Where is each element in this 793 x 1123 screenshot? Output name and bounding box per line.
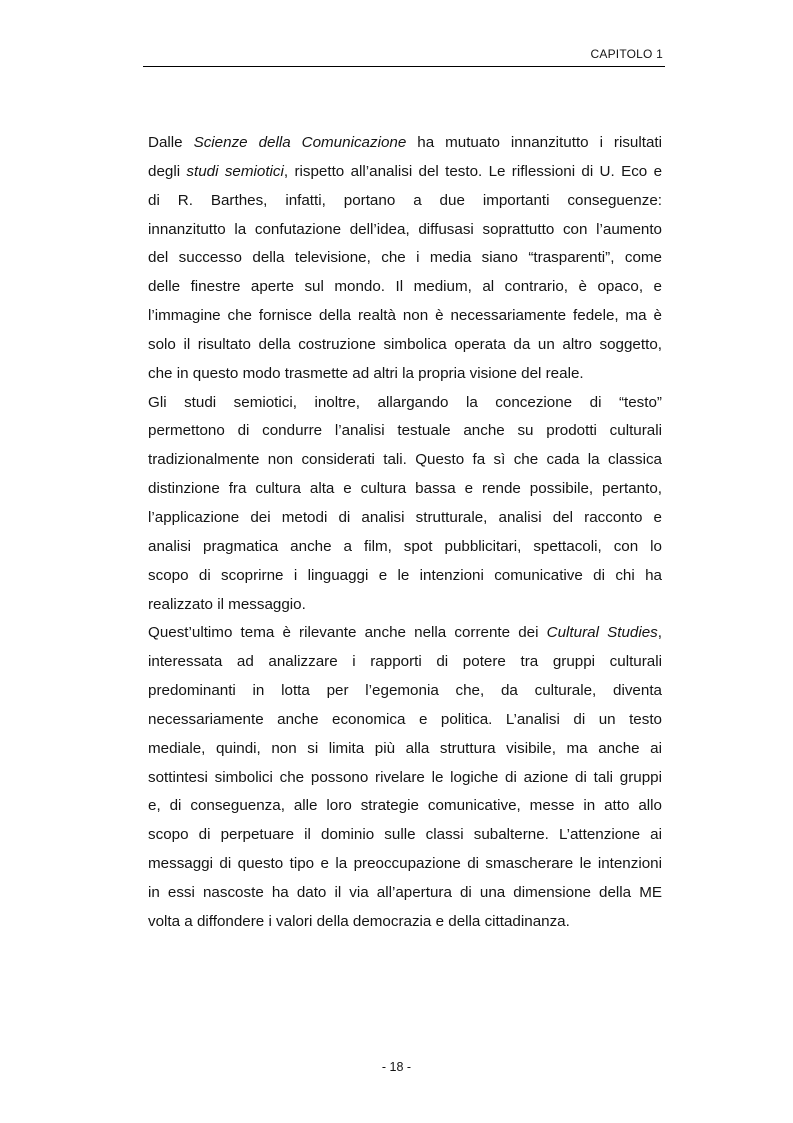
- text-line: [148, 187, 662, 216]
- paragraph: [148, 619, 662, 936]
- text-run: ,: [657, 624, 662, 642]
- text-line: [148, 533, 662, 562]
- text-line: [148, 619, 662, 648]
- text-run: messaggi di questo tipo e la preoccupazione di smascherare le intenzioni: [148, 855, 662, 873]
- text-line: [148, 706, 662, 735]
- text-run: permettono di condurre l’analisi testuale anche su prodotti culturali: [148, 422, 662, 440]
- text-run: analisi pragmatica anche a film, spot pubblicitari, spettacoli, con lo: [148, 537, 662, 555]
- running-header: [143, 46, 665, 67]
- text-run: realizzato il messaggio.: [148, 595, 306, 613]
- text-line: [148, 446, 662, 475]
- text-line: [148, 677, 662, 706]
- text-line: [148, 908, 662, 937]
- italic-term: Cultural Studies: [546, 624, 658, 642]
- text-line: [148, 360, 662, 389]
- text-run: volta a diffondere i valori della democrazia e della cittadinanza.: [148, 912, 570, 930]
- text-run: del successo della televisione, che i media siano “trasparenti”, come: [148, 249, 662, 267]
- text-line: [148, 562, 662, 591]
- text-run: predominanti in lotta per l’egemonia che, da culturale, diventa: [148, 682, 662, 700]
- text-line: [148, 417, 662, 446]
- text-run: e, di conseguenza, alle loro strategie comunicative, messe in atto allo: [148, 797, 662, 815]
- text-line: [148, 216, 662, 245]
- text-line: [148, 879, 662, 908]
- text-run: ha mutuato innanzitutto i risultati: [406, 134, 662, 151]
- text-run: tradizionalmente non considerati tali. Questo fa sì che cada la classica: [148, 451, 662, 469]
- chapter-title: CAPITOLO 1: [590, 47, 663, 61]
- text-run: Quest’ultimo tema è rilevante anche nella corrente dei: [148, 624, 547, 642]
- text-run: innanzitutto la confutazione dell’idea, diffusasi soprattutto con l’aumento: [148, 220, 662, 238]
- italic-term: Scienze della Comunicazione: [193, 134, 407, 151]
- text-run: scopo di scoprirne i linguaggi e le intenzioni comunicative di chi ha: [148, 566, 662, 584]
- page-number: - 18 -: [381, 1060, 412, 1074]
- text-run: Gli studi semiotici, inoltre, allargando la concezione di “testo”: [148, 393, 662, 411]
- text-run: , rispetto all’analisi del testo. Le riflessioni di U. Eco e: [283, 162, 663, 180]
- text-run: mediale, quindi, non si limita più alla struttura visibile, ma anche ai: [148, 739, 662, 757]
- body-text: [148, 129, 662, 937]
- text-line: [148, 504, 662, 533]
- text-line: [148, 244, 662, 273]
- text-run: l’immagine che fornisce della realtà non è necessariamente fedele, ma è: [148, 307, 662, 325]
- text-line: [148, 129, 662, 158]
- text-run: distinzione fra cultura alta e cultura bassa e rende possibile, pertanto,: [148, 480, 662, 498]
- paragraph: [148, 129, 662, 389]
- text-run: delle finestre aperte sul mondo. Il medium, al contrario, è opaco, e: [148, 278, 662, 296]
- text-run: sottintesi simbolici che possono rivelare le logiche di azione di tali gruppi: [148, 768, 662, 786]
- paragraph: [148, 389, 662, 620]
- text-line: [148, 331, 662, 360]
- text-line: [148, 475, 662, 504]
- text-run: l’applicazione dei metodi di analisi strutturale, analisi del racconto e: [148, 508, 662, 526]
- text-line: [148, 764, 662, 793]
- text-line: [148, 735, 662, 764]
- text-line: [148, 850, 662, 879]
- text-run: degli: [148, 162, 187, 180]
- text-line: [148, 302, 662, 331]
- text-line: [148, 273, 662, 302]
- text-line: [148, 158, 662, 187]
- text-run: solo il risultato della costruzione simbolica operata da un altro soggetto,: [148, 335, 662, 353]
- text-line: [148, 591, 662, 620]
- text-run: di R. Barthes, infatti, portano a due importanti conseguenze:: [148, 191, 662, 209]
- text-line: [148, 389, 662, 418]
- text-run: Dalle: [148, 134, 194, 151]
- text-run: scopo di perpetuare il dominio sulle classi subalterne. L’attenzione ai: [148, 826, 662, 844]
- text-line: [148, 792, 662, 821]
- text-line: [148, 821, 662, 850]
- text-run: in essi nascoste ha dato il via all’apertura di una dimensione della ME: [148, 883, 662, 901]
- text-run: interessata ad analizzare i rapporti di potere tra gruppi culturali: [148, 653, 662, 671]
- text-run: necessariamente anche economica e politica. L’analisi di un testo: [148, 710, 662, 728]
- text-line: [148, 648, 662, 677]
- italic-term: studi semiotici: [186, 162, 284, 180]
- text-run: che in questo modo trasmette ad altri la propria visione del reale.: [148, 364, 584, 382]
